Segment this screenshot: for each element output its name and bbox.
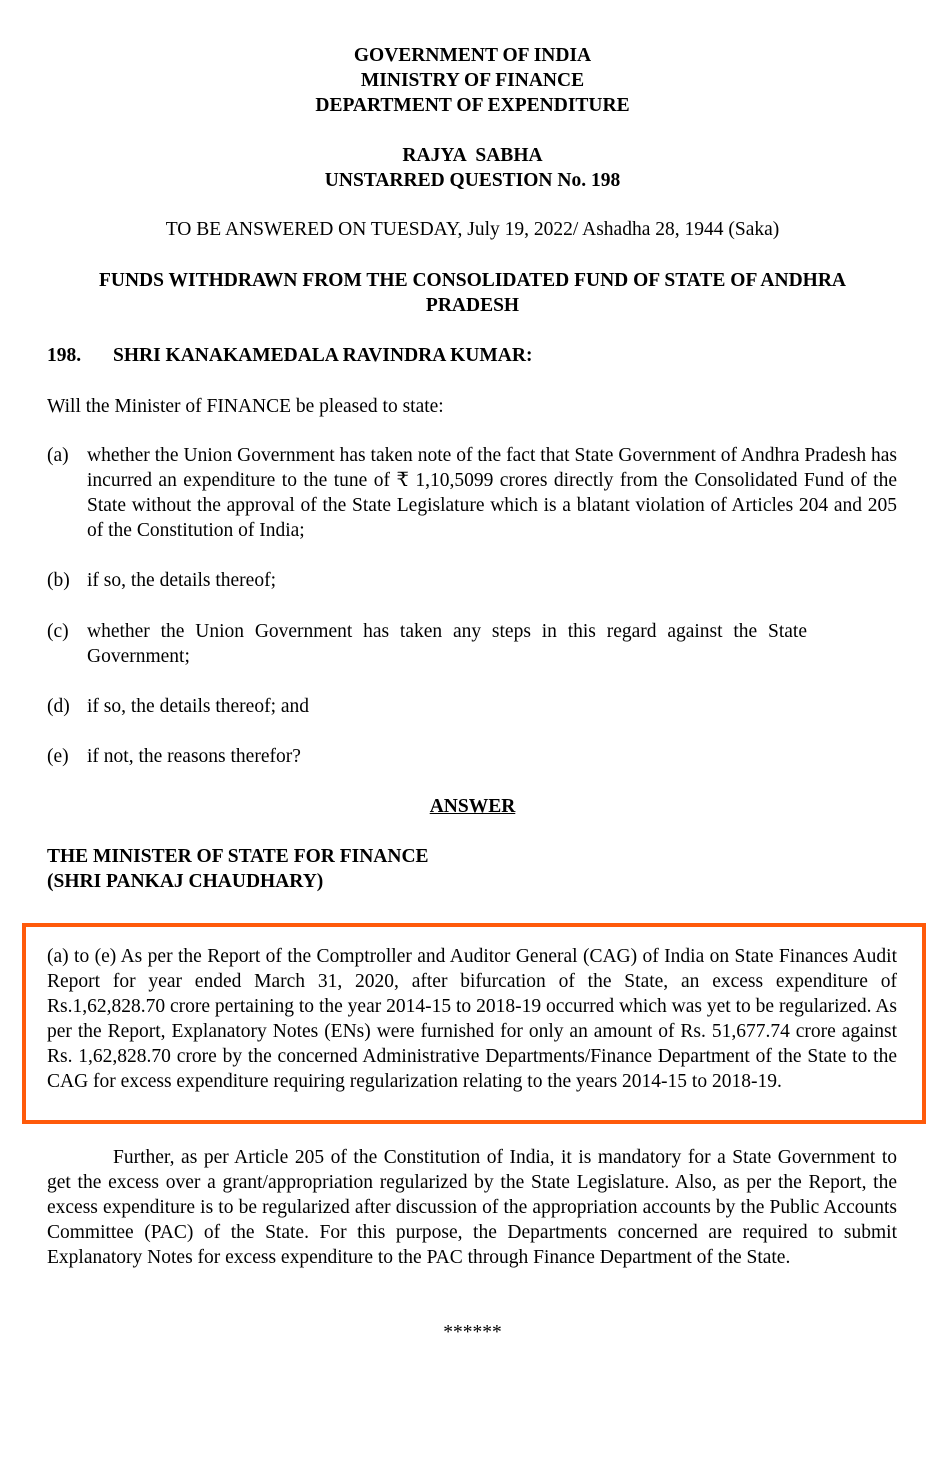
- part-text: if not, the reasons therefor?: [87, 746, 301, 767]
- end-marker: ******: [443, 1322, 502, 1343]
- question-part-d: [47, 694, 897, 719]
- answer-paragraph-2: Further, as per Article 205 of the Constitution of India, it is mandatory for a State Government to get the excess over a grant/appropriation regularized by the State Legislature. Also, as per the Report, the excess expenditure is to be regularized after discussion of the appropriation accounts by the Public Accounts Committee (PAC) of the State. For this purpose, the Departments concerned are required to submit Explanatory Notes for excess expenditure to the PAC through Finance Department of the State.: [47, 1147, 897, 1268]
- answer-heading: ANSWER: [429, 796, 516, 817]
- question-intro: Will the Minister of FINANCE be pleased to state:: [47, 396, 444, 417]
- part-text: if so, the details thereof; and: [87, 696, 310, 717]
- minister-title: THE MINISTER OF STATE FOR FINANCE: [47, 846, 429, 867]
- house-heading: RAJYA SABHA: [402, 145, 543, 166]
- part-label: (b): [47, 570, 70, 591]
- government-heading: GOVERNMENT OF INDIA: [353, 45, 592, 66]
- subject-line-1: FUNDS WITHDRAWN FROM THE CONSOLIDATED FUND OF STATE OF ANDHRA: [98, 270, 847, 291]
- question-part-a: [47, 443, 897, 543]
- question-part-b: [47, 568, 897, 593]
- member-name: SHRI KANAKAMEDALA RAVINDRA KUMAR:: [113, 345, 533, 366]
- answer-paragraph-highlighted: (a) to (e) As per the Report of the Comptroller and Auditor General (CAG) of India on State Finances Audit Report for year ended March 31, 2020, after bifurcation of the State, an excess expenditure of Rs.1,62,828.70 crore pertaining to the year 2014-15 to 2018-19 occurred which was yet to be regularized. As per the Report, Explanatory Notes (ENs) were furnished for only an amount of Rs. 51,677.74 crore against Rs. 1,62,828.70 crore by the concerned Administrative Departments/Finance Department of the State to the CAG for excess expenditure requiring regularization relating to the years 2014-15 to 2018-19.: [47, 946, 897, 1092]
- question-number-heading: UNSTARRED QUESTION No. 198: [324, 170, 621, 191]
- question-part-e: [47, 744, 897, 769]
- part-text: whether the Union Government has taken any steps in this regard against the State Government;: [87, 621, 807, 667]
- minister-name: (SHRI PANKAJ CHAUDHARY): [47, 871, 324, 892]
- part-label: (e): [47, 746, 69, 767]
- subject-line-2: PRADESH: [425, 295, 520, 316]
- part-text: whether the Union Government has taken note of the fact that State Government of Andhra Pradesh has incurred an expenditure to the tune of ₹ 1,10,5099 crores directly from the Consolidated Fund of the State without the approval of the State Legislature which is a blatant violation of Articles 204 and 205 of the Constitution of India;: [87, 445, 897, 541]
- part-label: (d): [47, 696, 70, 717]
- department-heading: DEPARTMENT OF EXPENDITURE: [315, 95, 630, 116]
- ministry-heading: MINISTRY OF FINANCE: [360, 70, 585, 91]
- answer-date-line: TO BE ANSWERED ON TUESDAY, July 19, 2022/ Ashadha 28, 1944 (Saka): [165, 219, 780, 240]
- part-text: if so, the details thereof;: [87, 570, 276, 591]
- part-label: (c): [47, 621, 69, 642]
- question-part-c: [47, 619, 897, 669]
- question-number: 198.: [47, 345, 82, 366]
- part-label: (a): [47, 445, 69, 466]
